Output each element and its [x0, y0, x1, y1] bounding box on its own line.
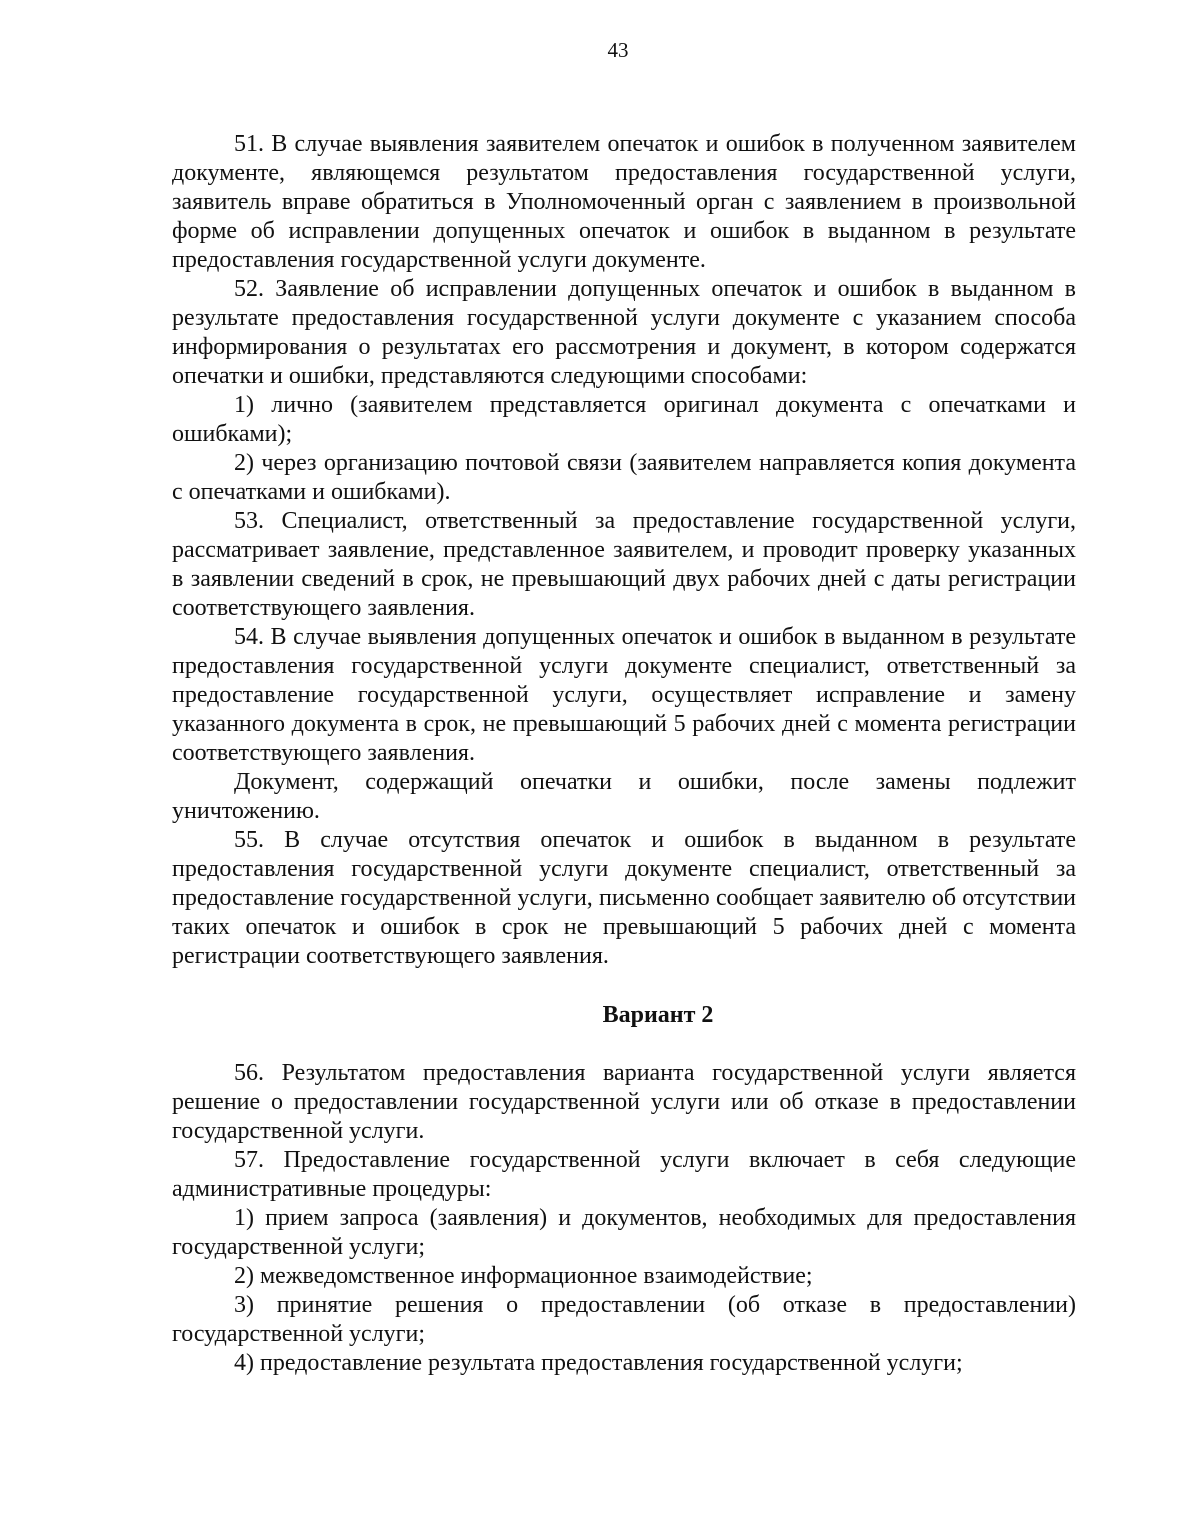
paragraph-52: 52. Заявление об исправлении допущенных опечаток и ошибок в выданном в результате предоставления государственной услуги документе с указанием способа информирования о результатах его рассмотрения и документ, в котором содержатся опечатки и ошибки, представляются следующими способами: — [172, 276, 1076, 389]
list-item-52-1: 1) лично (заявителем представляется оригинал документа с опечатками и ошибками); — [172, 392, 1076, 447]
paragraph-55: 55. В случае отсутствия опечаток и ошибок в выданном в результате предоставления государственной услуги документе специалист, ответственный за предоставление государственной услуги, письменно сообщает заявителю об отсутствии таких опечаток и ошибок в срок не превышающий 5 рабочих дней с момента регистрации соответствующего заявления. — [172, 827, 1076, 969]
list-item-57-1: 1) прием запроса (заявления) и документов, необходимых для предоставления государственной услуги; — [172, 1205, 1076, 1260]
paragraph-54: 54. В случае выявления допущенных опечаток и ошибок в выданном в результате предоставления государственной услуги документе специалист, ответственный за предоставление государственной услуги, осуществляет исправление и замену указанного документа в срок, не превышающий 5 рабочих дней с момента регистрации соответствующего заявления. — [172, 624, 1076, 766]
paragraph-53: 53. Специалист, ответственный за предоставление государственной услуги, рассматривает заявление, представленное заявителем, и проводит проверку указанных в заявлении сведений в срок, не превышающий двух рабочих дней с даты регистрации соответствующего заявления. — [172, 508, 1076, 621]
paragraph-51: 51. В случае выявления заявителем опечаток и ошибок в полученном заявителем документе, являющемся результатом предоставления государственной услуги, заявитель вправе обратиться в Уполномоченный орган с заявлением в произвольной форме об исправлении допущенных опечаток и ошибок в выданном в результате предоставления государственной услуги документе. — [172, 131, 1076, 273]
section-text-variant-2 — [172, 1059, 1076, 1378]
paragraph-54-note: Документ, содержащий опечатки и ошибки, после замены подлежит уничтожению. — [172, 769, 1076, 824]
page-number: 43 — [607, 38, 629, 62]
list-item-52-2: 2) через организацию почтовой связи (заявителем направляется копия документа с опечатками и ошибками). — [172, 450, 1076, 505]
list-item-57-2: 2) межведомственное информационное взаимодействие; — [234, 1263, 813, 1289]
paragraph-57: 57. Предоставление государственной услуги включает в себя следующие административные процедуры: — [172, 1147, 1076, 1202]
paragraph-56: 56. Результатом предоставления варианта государственной услуги является решение о предоставлении государственной услуги или об отказе в предоставлении государственной услуги. — [172, 1060, 1076, 1144]
list-item-57-4: 4) предоставление результата предоставления государственной услуги; — [234, 1350, 963, 1376]
list-item-57-3: 3) принятие решения о предоставлении (об отказе в предоставлении) государственной услуги; — [172, 1292, 1076, 1347]
section-text-before-variant — [172, 130, 1076, 971]
variant-heading: Вариант 2 — [602, 1002, 714, 1028]
